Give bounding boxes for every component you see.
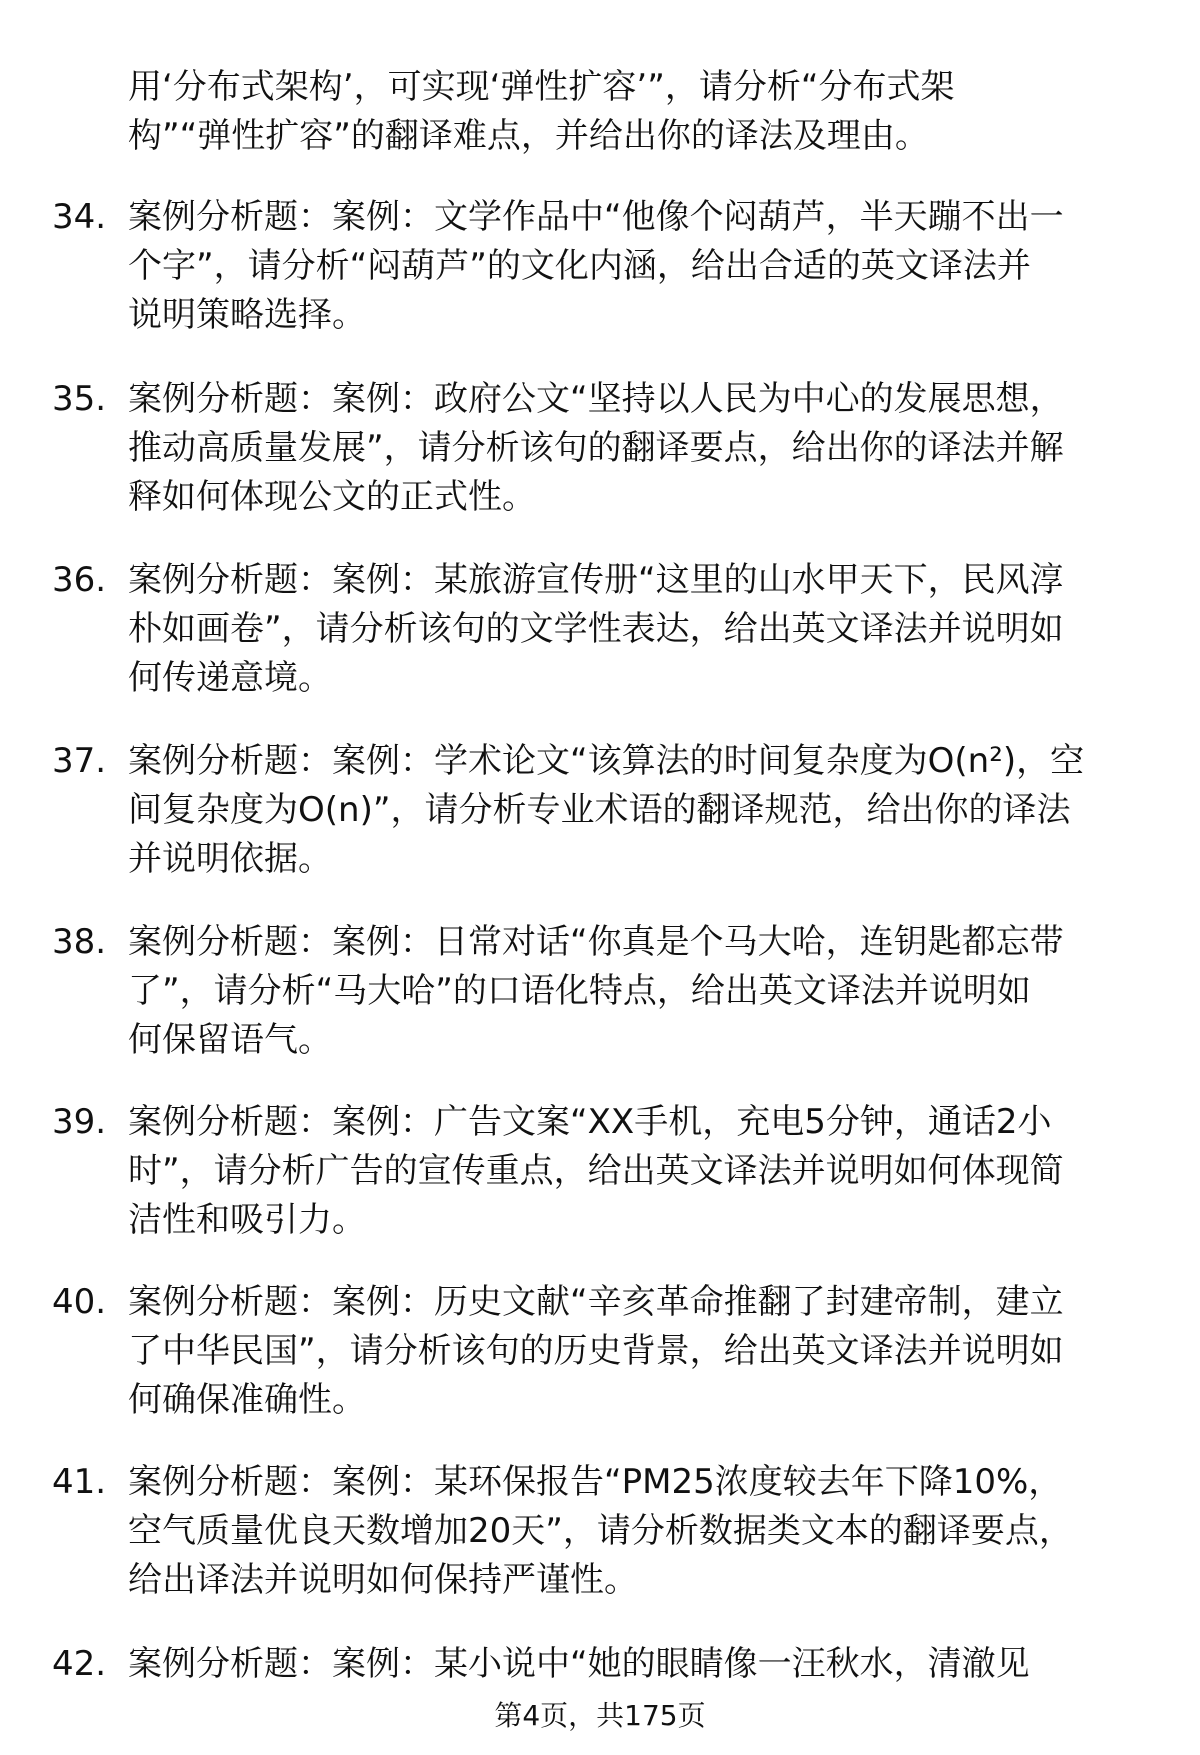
text-line: 个字”，请分析“闷葫芦”的文化内涵，给出合适的英文译法并	[128, 246, 1031, 286]
text-line: 空气质量优良天数增加20天”，请分析数据类文本的翻译要点，	[128, 1511, 1073, 1551]
text-line: 间复杂度为O(n)”，请分析专业术语的翻译规范，给出你的译法	[128, 790, 1071, 830]
text-line: 何确保准确性。	[128, 1380, 366, 1420]
text-line: 朴如画卷”，请分析该句的文学性表达，给出英文译法并说明如	[128, 609, 1064, 649]
text-line: 何保留语气。	[128, 1020, 332, 1060]
text-line: 案例分析题：案例：历史文献“辛亥革命推翻了封建帝制，建立	[128, 1282, 1064, 1322]
text-line: 案例分析题：案例：广告文案“XX手机，充电5分钟，通话2小	[128, 1102, 1052, 1142]
question-number: 34.	[52, 197, 107, 237]
text-line: 给出译法并说明如何保持严谨性。	[128, 1560, 638, 1600]
question-number: 41.	[52, 1462, 107, 1502]
text-line: 推动高质量发展”，请分析该句的翻译要点，给出你的译法并解	[128, 428, 1064, 468]
text-line: 案例分析题：案例：某旅游宣传册“这里的山水甲天下，民风淳	[128, 560, 1064, 600]
text-line: 构”“弹性扩容”的翻译难点，并给出你的译法及理由。	[128, 116, 929, 156]
question-number: 40.	[52, 1282, 107, 1322]
text-line: 了”，请分析“马大哈”的口语化特点，给出英文译法并说明如	[128, 971, 1031, 1011]
text-line: 用‘分布式架构’，可实现‘弹性扩容’”，请分析“分布式架	[128, 67, 955, 107]
question-number: 35.	[52, 379, 107, 419]
text-line: 案例分析题：案例：某小说中“她的眼睛像一汪秋水，清澈见	[128, 1644, 1030, 1684]
question-number: 42.	[52, 1644, 107, 1684]
text-line: 案例分析题：案例：日常对话“你真是个马大哈，连钥匙都忘带	[128, 922, 1064, 962]
text-line: 释如何体现公文的正式性。	[128, 477, 536, 517]
question-number: 37.	[52, 741, 107, 781]
text-line: 说明策略选择。	[128, 295, 366, 335]
text-line: 案例分析题：案例：某环保报告“PM25浓度较去年下降10%，	[128, 1462, 1063, 1502]
question-number: 36.	[52, 560, 107, 600]
text-line: 何传递意境。	[128, 658, 332, 698]
text-line: 并说明依据。	[128, 839, 332, 879]
question-number: 39.	[52, 1102, 107, 1142]
text-line: 了中华民国”，请分析该句的历史背景，给出英文译法并说明如	[128, 1331, 1064, 1371]
question-number: 38.	[52, 922, 107, 962]
text-line: 案例分析题：案例：政府公文“坚持以人民为中心的发展思想，	[128, 379, 1064, 419]
text-line: 案例分析题：案例：学术论文“该算法的时间复杂度为O(n²)，空	[128, 741, 1085, 781]
text-line: 时”，请分析广告的宣传重点，给出英文译法并说明如何体现简	[128, 1151, 1064, 1191]
text-line: 洁性和吸引力。	[128, 1200, 366, 1240]
page-number: 第4页，共175页	[494, 1699, 706, 1732]
text-line: 案例分析题：案例：文学作品中“他像个闷葫芦，半天蹦不出一	[128, 197, 1064, 237]
